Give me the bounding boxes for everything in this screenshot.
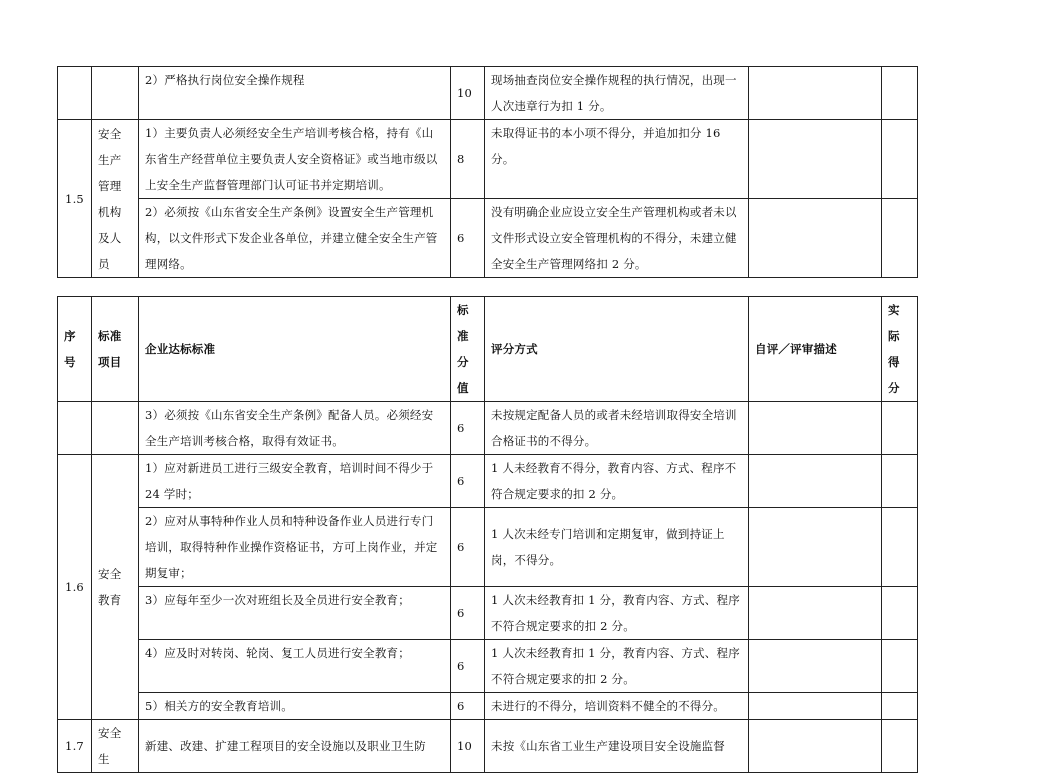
assessment-table [57,296,918,773]
actual-score-cell [882,693,918,720]
table-row [58,587,918,640]
table-row [58,455,918,508]
header-item: 标准项目 [92,297,139,402]
method-cell: 未按《山东省工业生产建设项目安全设施监督 [485,720,749,773]
content-cell: 1）应对新进员工进行三级安全教育，培训时间不得少于 24 学时； [139,455,451,508]
table-row [58,720,918,773]
content-cell: 1）主要负责人必须经安全生产培训考核合格，持有《山东省生产经营单位主要负责人安全资格证》或当地市级以上安全生产监督管理部门认可证书并定期培训。 [139,120,451,199]
method-cell: 没有明确企业应设立安全生产管理机构或者未以文件形式设立安全管理机构的不得分，未建立健全安全生产管理网络扣 2 分。 [485,199,749,278]
score-cell: 6 [451,587,485,640]
item-cell: 安全教育 [92,455,139,720]
method-cell: 现场抽查岗位安全操作规程的执行情况，出现一人次违章行为扣 1 分。 [485,67,749,120]
score-cell: 8 [451,120,485,199]
seq-cell: 1.7 [58,720,92,773]
header-score: 标准分值 [451,297,485,402]
method-cell: 未进行的不得分，培训资料不健全的不得分。 [485,693,749,720]
table-header-row [58,297,918,402]
score-cell: 10 [451,67,485,120]
actual-score-cell [882,508,918,587]
actual-score-cell [882,587,918,640]
table-row [58,508,918,587]
content-cell: 2）严格执行岗位安全操作规程 [139,67,451,120]
actual-score-cell [882,720,918,773]
header-actual: 实际得分 [882,297,918,402]
header-content: 企业达标标准 [139,297,451,402]
self-eval-cell [749,587,882,640]
seq-cell: 1.5 [58,120,92,278]
self-eval-cell [749,508,882,587]
header-self-eval: 自评／评审描述 [749,297,882,402]
actual-score-cell [882,455,918,508]
score-cell: 6 [451,693,485,720]
self-eval-cell [749,199,882,278]
method-cell: 1 人次未经教育扣 1 分，教育内容、方式、程序不符合规定要求的扣 2 分。 [485,587,749,640]
table-row [58,120,918,199]
self-eval-cell [749,455,882,508]
method-cell: 未按规定配备人员的或者未经培训取得安全培训合格证书的不得分。 [485,402,749,455]
content-cell: 2）必须按《山东省安全生产条例》设置安全生产管理机构，以文件形式下发企业各单位，并建立健全安全生产管理网络。 [139,199,451,278]
method-cell: 1 人次未经专门培训和定期复审，做到持证上岗，不得分。 [485,508,749,587]
item-cell: 安全生产管理机构及人员 [92,120,139,278]
header-method: 评分方式 [485,297,749,402]
self-eval-cell [749,402,882,455]
method-cell: 1 人未经教育不得分，教育内容、方式、程序不符合规定要求的扣 2 分。 [485,455,749,508]
header-seq: 序号 [58,297,92,402]
item-cell: 安全生 [92,720,139,773]
content-cell: 4）应及时对转岗、轮岗、复工人员进行安全教育； [139,640,451,693]
content-cell: 2）应对从事特种作业人员和特种设备作业人员进行专门培训，取得特种作业操作资格证书，方可上岗作业，并定期复审； [139,508,451,587]
actual-score-cell [882,640,918,693]
content-cell: 新建、改建、扩建工程项目的安全设施以及职业卫生防 [139,720,451,773]
score-cell: 6 [451,508,485,587]
score-cell: 6 [451,455,485,508]
score-cell: 6 [451,402,485,455]
method-cell: 1 人次未经教育扣 1 分，教育内容、方式、程序不符合规定要求的扣 2 分。 [485,640,749,693]
self-eval-cell [749,67,882,120]
self-eval-cell [749,720,882,773]
actual-score-cell [882,120,918,199]
score-cell: 10 [451,720,485,773]
table-row [58,693,918,720]
self-eval-cell [749,640,882,693]
method-cell: 未取得证书的本小项不得分，并追加扣分 16 分。 [485,120,749,199]
table-row [58,199,918,278]
assessment-table-continued [57,66,918,278]
actual-score-cell [882,199,918,278]
seq-cell [58,67,92,120]
content-cell: 3）必须按《山东省安全生产条例》配备人员。必须经安全生产培训考核合格，取得有效证书。 [139,402,451,455]
table-row [58,402,918,455]
table-row [58,640,918,693]
self-eval-cell [749,120,882,199]
self-eval-cell [749,693,882,720]
actual-score-cell [882,402,918,455]
table-row [58,67,918,120]
item-cell [92,402,139,455]
actual-score-cell [882,67,918,120]
seq-cell [58,402,92,455]
seq-cell: 1.6 [58,455,92,720]
item-cell [92,67,139,120]
score-cell: 6 [451,640,485,693]
content-cell: 5）相关方的安全教育培训。 [139,693,451,720]
score-cell: 6 [451,199,485,278]
content-cell: 3）应每年至少一次对班组长及全员进行安全教育； [139,587,451,640]
